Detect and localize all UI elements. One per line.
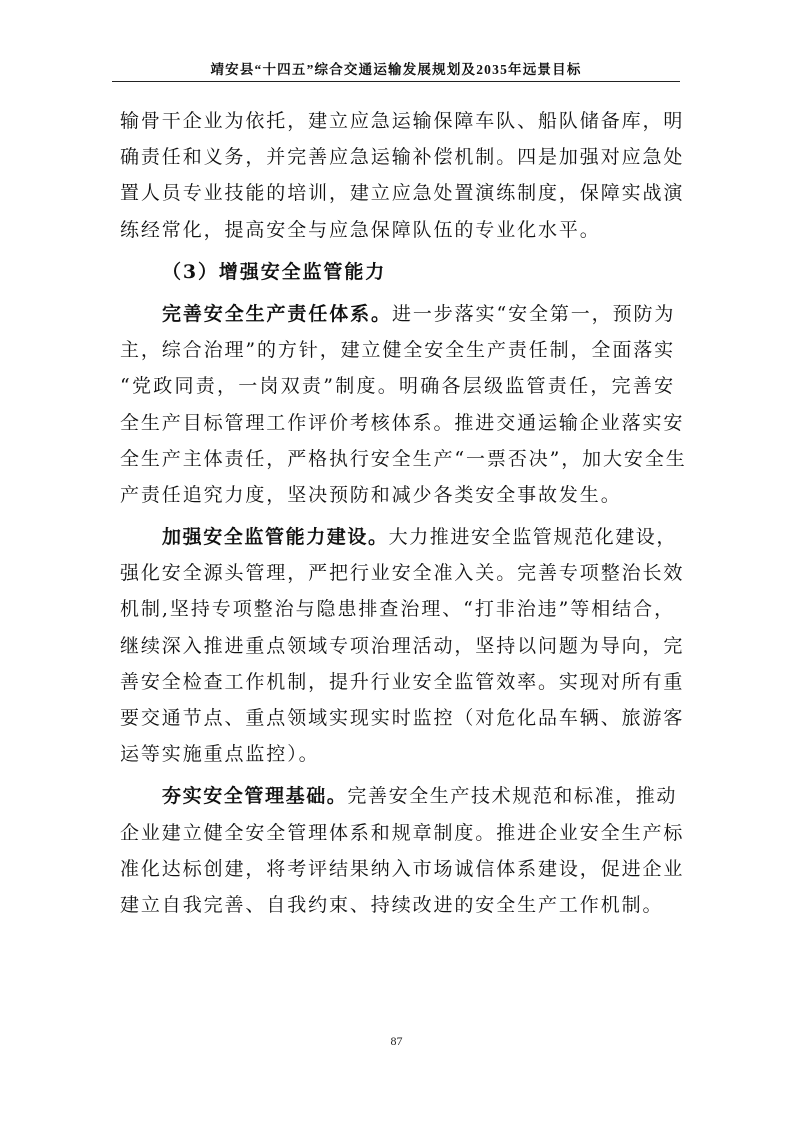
text-run: 完善安全生产技术规范和标准，推动 xyxy=(347,785,678,808)
paragraph-lead: 夯实安全管理基础。 xyxy=(162,785,348,808)
text-line: 全生产目标管理工作评价考核体系。推进交通运输企业落实安 xyxy=(120,411,685,434)
text-line xyxy=(120,519,678,555)
text-line: 继续深入推进重点领域专项治理活动，坚持以问题为导向，完 xyxy=(120,634,685,657)
text-line: 建立自我完善、自我约束、持续改进的安全生产工作机制。 xyxy=(120,893,664,916)
intro-paragraph xyxy=(120,103,685,248)
page-number: 87 xyxy=(390,1034,403,1048)
text-line: 机制,坚持专项整治与隐患排查治理、“打非治违”等相结合， xyxy=(120,598,675,621)
header-rule xyxy=(112,81,680,82)
text-line: “党政同责，一岗双责”制度。明确各层级监管责任，完善安 xyxy=(120,375,675,398)
text-run: 大力推进安全监管规范化建设， xyxy=(388,526,678,549)
paragraph-supervision-capacity xyxy=(120,519,685,772)
paragraph-lead: 完善安全生产责任体系。 xyxy=(162,302,392,325)
text-line: 运等实施重点监控）。 xyxy=(120,743,320,766)
text-line: 置人员专业技能的培训，建立应急处置演练制度，保障实战演 xyxy=(120,182,685,205)
text-line: 善安全检查工作机制，提升行业安全监管效率。实现对所有重 xyxy=(120,670,685,693)
text-line: 全生产主体责任，严格执行安全生产“一票否决”，加大安全生 xyxy=(120,447,687,470)
text-line: 产责任追究力度，坚决预防和减少各类安全事故发生。 xyxy=(120,483,622,506)
paragraph-management-foundation xyxy=(120,778,685,923)
text-line xyxy=(120,778,678,814)
text-line: 准化达标创建，将考评结果纳入市场诚信体系建设，促进企业 xyxy=(120,857,685,880)
body-text xyxy=(120,103,687,923)
running-header: 靖安县“十四五”综合交通运输发展规划及2035年远景目标 xyxy=(210,62,582,77)
text-line: 主，综合治理”的方针，建立健全安全生产责任制，全面落实 xyxy=(120,339,676,362)
text-line: 要交通节点、重点领域实现实时监控（对危化品车辆、旅游客 xyxy=(120,707,685,729)
paragraph-lead: 加强安全监管能力建设。 xyxy=(162,526,389,549)
text-line: 确责任和义务，并完善应急运输补偿机制。四是加强对应急处 xyxy=(120,146,685,169)
text-line: 强化安全源头管理，严把行业安全准入关。完善专项整治长效 xyxy=(120,562,685,585)
text-line: 练经常化，提高安全与应急保障队伍的专业化水平。 xyxy=(120,218,601,241)
text-line xyxy=(120,296,675,332)
paragraph-responsibility-system xyxy=(120,296,687,513)
text-line: 输骨干企业为依托，建立应急运输保障车队、船队储备库，明 xyxy=(120,110,685,132)
text-run: 进一步落实“安全第一，预防为 xyxy=(391,302,675,325)
section-subheading: （3）增强安全监管能力 xyxy=(162,260,387,283)
text-line: 企业建立健全安全管理体系和规章制度。推进企业安全生产标 xyxy=(120,821,685,844)
